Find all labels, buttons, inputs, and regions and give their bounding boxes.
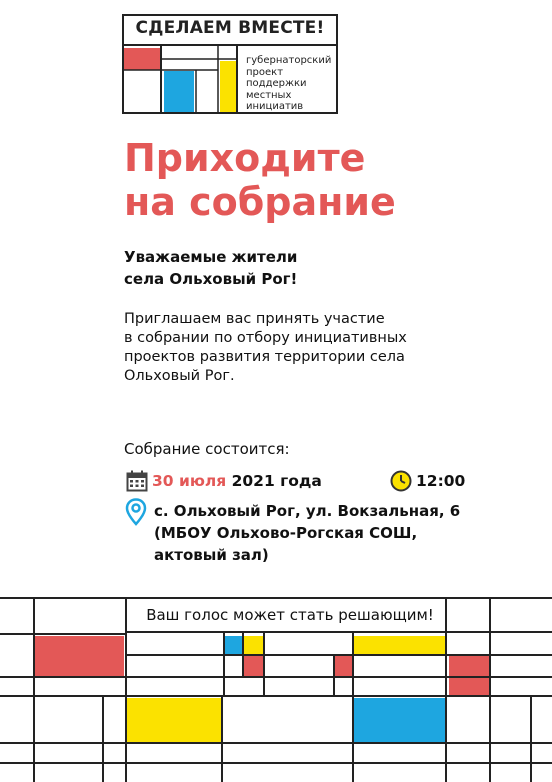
meeting-date-day: 30 июля bbox=[152, 472, 227, 490]
meeting-time: 12:00 bbox=[416, 472, 466, 490]
logo-subtitle-line: губернаторский bbox=[246, 55, 332, 66]
slogan: Ваш голос может стать решающим! bbox=[146, 606, 434, 624]
meeting-date-year: 2021 года bbox=[226, 472, 322, 490]
clock-icon bbox=[390, 470, 412, 492]
location-pin-icon bbox=[125, 498, 147, 526]
logo-subtitle-line: инициатив bbox=[246, 101, 304, 112]
headline-line-2: на собрание bbox=[124, 180, 396, 224]
calendar-icon bbox=[126, 470, 148, 492]
address-line: (МБОУ Ольхово-Рогская СОШ, bbox=[154, 524, 418, 542]
address-line: актовый зал) bbox=[154, 546, 269, 564]
address-line: с. Ольховый Рог, ул. Вокзальная, 6 bbox=[154, 502, 461, 520]
invitation-text bbox=[124, 310, 444, 386]
logo-subtitle-line: проект bbox=[246, 66, 284, 78]
logo-title: СДЕЛАЕМ ВМЕСТЕ! bbox=[135, 18, 325, 38]
greeting-line-1: Уважаемые жители bbox=[124, 248, 298, 266]
logo-subtitle bbox=[246, 55, 338, 113]
greeting-line-2: села Ольховый Рог! bbox=[124, 270, 298, 288]
invitation-line: проектов развития территории села bbox=[124, 349, 405, 365]
headline bbox=[124, 136, 396, 224]
greeting bbox=[124, 246, 297, 290]
meeting-date bbox=[152, 472, 322, 490]
invitation-line: Ольховый Рог. bbox=[124, 368, 235, 384]
invitation-line: в собрании по отбору инициативных bbox=[124, 330, 407, 346]
logo-subtitle-line: поддержки bbox=[246, 78, 307, 89]
meeting-label: Собрание состоится: bbox=[124, 440, 290, 458]
invitation-line: Приглашаем вас принять участие bbox=[124, 311, 385, 327]
meeting-address bbox=[154, 500, 524, 566]
logo-subtitle-line: местных bbox=[246, 89, 292, 101]
headline-line-1: Приходите bbox=[124, 136, 366, 180]
